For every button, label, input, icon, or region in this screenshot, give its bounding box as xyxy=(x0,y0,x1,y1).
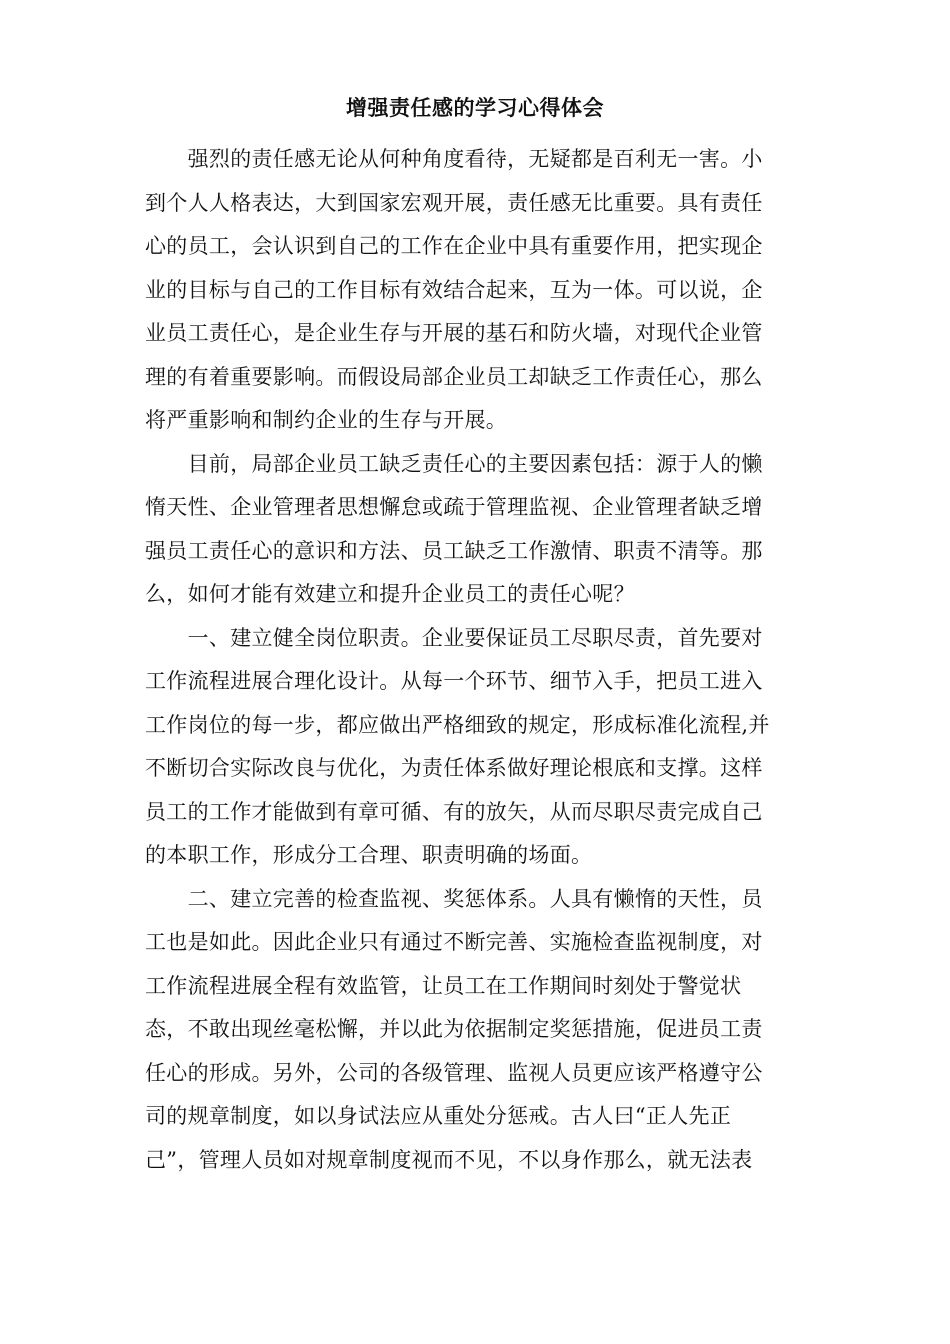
body-line: 工作流程进展全程有效监管，让员工在工作期间时刻处于警觉状 xyxy=(145,973,742,998)
document-title: 增强责任感的学习心得体会 xyxy=(346,95,604,120)
body-line: 强烈的责任感无论从何种角度看待，无疑都是百利无一害。小 xyxy=(145,147,763,171)
body-line: 强员工责任心的意识和方法、员工缺乏工作激情、职责不清等。那 xyxy=(145,538,763,563)
body-line: 态，不敢出现丝毫松懈，并以此为依据制定奖惩措施，促进员工责 xyxy=(145,1017,763,1041)
body-line: 的本职工作，形成分工合理、职责明确的场面。 xyxy=(145,843,593,867)
body-line: 任心的形成。另外，公司的各级管理、监视人员更应该严格遵守公 xyxy=(145,1060,763,1085)
body-line: 司的规章制度，如以身试法应从重处分惩戒。古人曰“正人先正 xyxy=(145,1104,732,1128)
body-line: 理的有着重要影响。而假设局部企业员工却缺乏工作责任心，那么 xyxy=(145,364,763,389)
body-line: 工也是如此。因此企业只有通过不断完善、实施检查监视制度，对 xyxy=(145,930,763,954)
body-line: 员工的工作才能做到有章可循、有的放矢，从而尽职尽责完成自己 xyxy=(145,799,763,824)
body-line: 一、建立健全岗位职责。企业要保证员工尽职尽责，首先要对 xyxy=(145,625,763,650)
body-line: 心的员工，会认识到自己的工作在企业中具有重要作用，把实现企 xyxy=(145,234,763,258)
body-line: 业的目标与自己的工作目标有效结合起来，互为一体。可以说，企 xyxy=(145,277,763,302)
body-line: 工作岗位的每一步，都应做出严格细致的规定，形成标准化流程,并 xyxy=(145,712,770,737)
body-line: 将严重影响和制约企业的生存与开展。 xyxy=(145,408,508,432)
body-line: 惰天性、企业管理者思想懈怠或疏于管理监视、企业管理者缺乏增 xyxy=(145,495,763,519)
body-line: 目前，局部企业员工缺乏责任心的主要因素包括：源于人的懒 xyxy=(145,451,763,476)
body-line: 不断切合实际改良与优化，为责任体系做好理论根底和支撑。这样 xyxy=(145,756,763,780)
body-line: 到个人人格表达，大到国家宏观开展，责任感无比重要。具有责任 xyxy=(145,190,763,215)
body-line: 己”，管理人员如对规章制度视而不见，不以身作那么，就无法表 xyxy=(145,1147,753,1172)
body-line: 二、建立完善的检查监视、奖惩体系。人具有懒惰的天性，员 xyxy=(145,886,763,911)
body-line: 工作流程进展合理化设计。从每一个环节、细节入手，把员工进入 xyxy=(145,669,763,693)
body-line: 么，如何才能有效建立和提升企业员工的责任心呢？ xyxy=(145,582,635,606)
body-line: 业员工责任心，是企业生存与开展的基石和防火墙，对现代企业管 xyxy=(145,321,763,345)
